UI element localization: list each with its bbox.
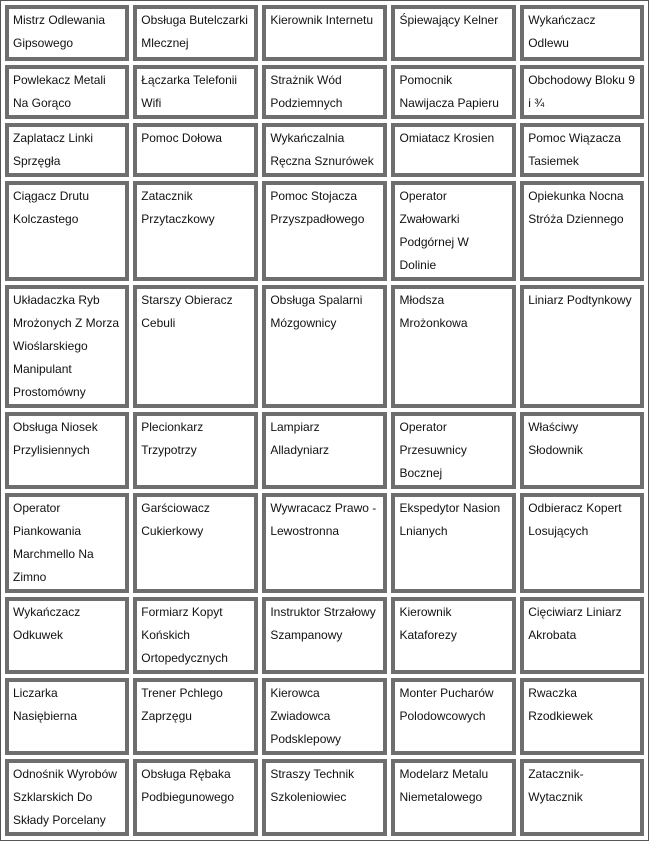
table-cell: Operator Zwałowarki Podgórnej W Dolinie bbox=[391, 181, 516, 281]
table-cell: Wykańczalnia Ręczna Sznurówek bbox=[262, 123, 387, 177]
table-cell: Zatacznik-Wytacznik bbox=[520, 759, 644, 836]
table-cell: Mistrz Odlewania Gipsowego bbox=[5, 5, 129, 61]
table-cell: Cięciwiarz Liniarz Akrobata bbox=[520, 597, 644, 674]
table-cell: Liczarka Nasiębierna bbox=[5, 678, 129, 755]
table-row bbox=[5, 678, 644, 755]
table-cell: Lampiarz Alladyniarz bbox=[262, 412, 387, 489]
table-row bbox=[5, 285, 644, 408]
table-row bbox=[5, 412, 644, 489]
table-cell: Pomoc Stojacza Przyszpadłowego bbox=[262, 181, 387, 281]
table-row bbox=[5, 123, 644, 177]
table-row bbox=[5, 759, 644, 836]
table-cell: Formiarz Kopyt Końskich Ortopedycznych bbox=[133, 597, 258, 674]
table-cell: Wywracacz Prawo - Lewostronna bbox=[262, 493, 387, 593]
table-cell: Kierownik Internetu bbox=[262, 5, 387, 61]
table-cell: Ekspedytor Nasion Lnianych bbox=[391, 493, 516, 593]
table-cell: Ciągacz Drutu Kolczastego bbox=[5, 181, 129, 281]
table-cell: Obchodowy Bloku 9 i ¾ bbox=[520, 65, 644, 119]
table-cell: Straszy Technik Szkoleniowiec bbox=[262, 759, 387, 836]
table-cell: Obsługa Rębaka Podbiegunowego bbox=[133, 759, 258, 836]
table-cell: Właściwy Słodownik bbox=[520, 412, 644, 489]
table-cell: Wykańczacz Odlewu bbox=[520, 5, 644, 61]
table-cell: Powlekacz Metali Na Gorąco bbox=[5, 65, 129, 119]
table-cell: Pomocnik Nawijacza Papieru bbox=[391, 65, 516, 119]
table-cell: Starszy Obieracz Cebuli bbox=[133, 285, 258, 408]
table-cell: Instruktor Strzałowy Szampanowy bbox=[262, 597, 387, 674]
table-cell: Rwaczka Rzodkiewek bbox=[520, 678, 644, 755]
table-cell: Monter Pucharów Polodowcowych bbox=[391, 678, 516, 755]
table-cell: Operator Piankowania Marchmello Na Zimno bbox=[5, 493, 129, 593]
table-cell: Obsługa Niosek Przylisiennych bbox=[5, 412, 129, 489]
table-cell: Śpiewający Kelner bbox=[391, 5, 516, 61]
table-row bbox=[5, 181, 644, 281]
table-row bbox=[5, 597, 644, 674]
table-cell: Modelarz Metalu Niemetalowego bbox=[391, 759, 516, 836]
table-cell: Łączarka Telefonii Wifi bbox=[133, 65, 258, 119]
table-cell: Opiekunka Nocna Stróża Dziennego bbox=[520, 181, 644, 281]
table-cell: Zaplatacz Linki Sprzęgła bbox=[5, 123, 129, 177]
table-cell: Kierowca Zwiadowca Podsklepowy bbox=[262, 678, 387, 755]
table-cell: Omiatacz Krosien bbox=[391, 123, 516, 177]
table-cell: Garściowacz Cukierkowy bbox=[133, 493, 258, 593]
table-row bbox=[5, 65, 644, 119]
table-cell: Zatacznik Przytaczkowy bbox=[133, 181, 258, 281]
table-cell: Wykańczacz Odkuwek bbox=[5, 597, 129, 674]
table-cell: Plecionkarz Trzypotrzy bbox=[133, 412, 258, 489]
table-cell: Pomoc Wiązacza Tasiemek bbox=[520, 123, 644, 177]
table-cell: Układaczka Ryb Mrożonych Z Morza Wioślarskiego Manipulant Prostomówny bbox=[5, 285, 129, 408]
table-cell: Odbieracz Kopert Losujących bbox=[520, 493, 644, 593]
table-cell: Odnośnik Wyrobów Szklarskich Do Składy Porcelany bbox=[5, 759, 129, 836]
table-row bbox=[5, 493, 644, 593]
table-row bbox=[5, 5, 644, 61]
table-cell: Młodsza Mrożonkowa bbox=[391, 285, 516, 408]
table-cell: Operator Przesuwnicy Bocznej bbox=[391, 412, 516, 489]
table-cell: Trener Pchlego Zaprzęgu bbox=[133, 678, 258, 755]
table-cell: Kierownik Kataforezy bbox=[391, 597, 516, 674]
table-cell: Liniarz Podtynkowy bbox=[520, 285, 644, 408]
table-cell: Obsługa Spalarni Mózgownicy bbox=[262, 285, 387, 408]
table-cell: Strażnik Wód Podziemnych bbox=[262, 65, 387, 119]
table-cell: Obsługa Butelczarki Mlecznej bbox=[133, 5, 258, 61]
table-cell: Pomoc Dołowa bbox=[133, 123, 258, 177]
